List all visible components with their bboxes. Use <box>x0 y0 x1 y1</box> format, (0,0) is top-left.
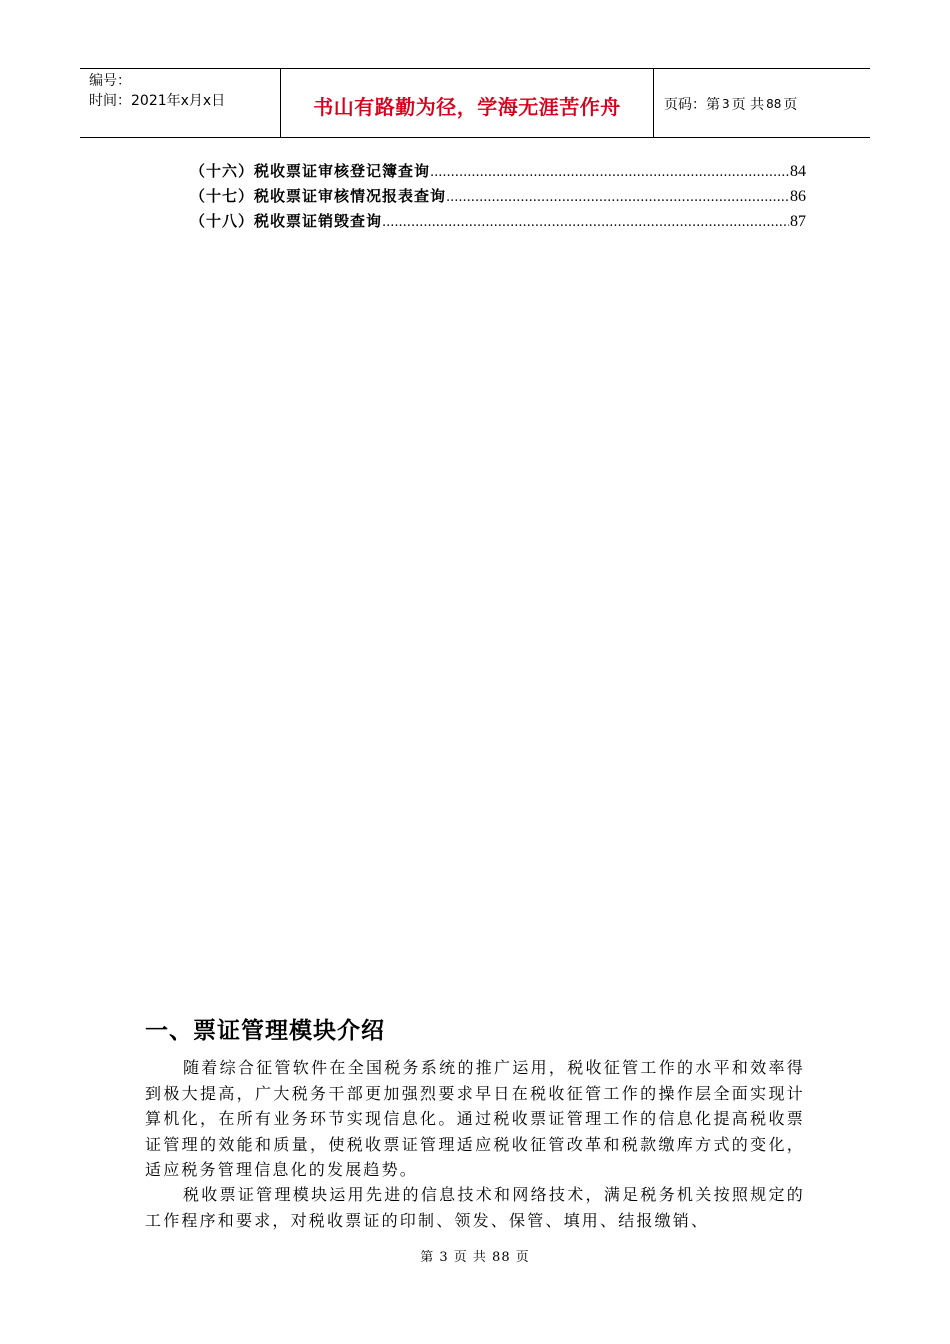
toc-leader-dots <box>382 210 789 235</box>
serial-label: 编号： <box>89 73 131 89</box>
toc-entry[interactable] <box>190 159 806 184</box>
page-footer: 第 3 页 共 88 页 <box>420 1250 530 1265</box>
toc-entry[interactable] <box>190 184 806 209</box>
toc-entry-title: （十八）税收票证销毁查询 <box>190 212 383 230</box>
page-prefix: 页码：第 <box>664 97 720 113</box>
toc-leader-dots <box>446 185 789 210</box>
toc-entry-title: （十六）税收票证审核登记簿查询 <box>190 162 431 180</box>
page-total: 88 <box>766 97 782 111</box>
table-of-contents <box>190 159 806 234</box>
document-header <box>80 68 870 138</box>
body-paragraph-2 <box>145 1182 805 1233</box>
page-mid: 页 共 <box>731 97 765 113</box>
toc-entry-page: 86 <box>790 188 806 205</box>
header-page-info <box>654 69 870 137</box>
page-current: 3 <box>722 97 730 111</box>
paragraph-text: 随着综合征管软件在全国税务系统的推广运用，税收征管工作的水平和效率得到极大提高，广大税务干部更加强烈要求早日在税收征管工作的操作层全面实现计算机化，在所有业务环节实现信息化。通过税收票证管理工作的信息化提高税收票证管理的效能和质量，使税收票证管理适应税收征管改革和税款缴库方式的变化，适应税务管理信息化的发展趋势。 <box>145 1058 805 1179</box>
section-heading: 一、票证管理模块介绍 <box>145 1018 385 1044</box>
header-motto: 书山有路勤为径，学海无涯苦作舟 <box>281 69 654 137</box>
toc-leader-dots <box>430 160 789 185</box>
toc-entry-title: （十七）税收票证审核情况报表查询 <box>190 187 447 205</box>
paragraph-text: 税收票证管理模块运用先进的信息技术和网络技术，满足税务机关按照规定的工作程序和要求，对税收票证的印制、领发、保管、填用、结报缴销、 <box>145 1185 805 1230</box>
toc-entry-page: 87 <box>790 213 806 230</box>
toc-entry[interactable] <box>190 209 806 234</box>
toc-entry-page: 84 <box>790 163 806 180</box>
time-label: 时间：2021年x月x日 <box>89 93 226 109</box>
body-paragraph-1 <box>145 1055 805 1183</box>
header-meta <box>80 69 281 137</box>
page-suffix: 页 <box>783 97 798 113</box>
